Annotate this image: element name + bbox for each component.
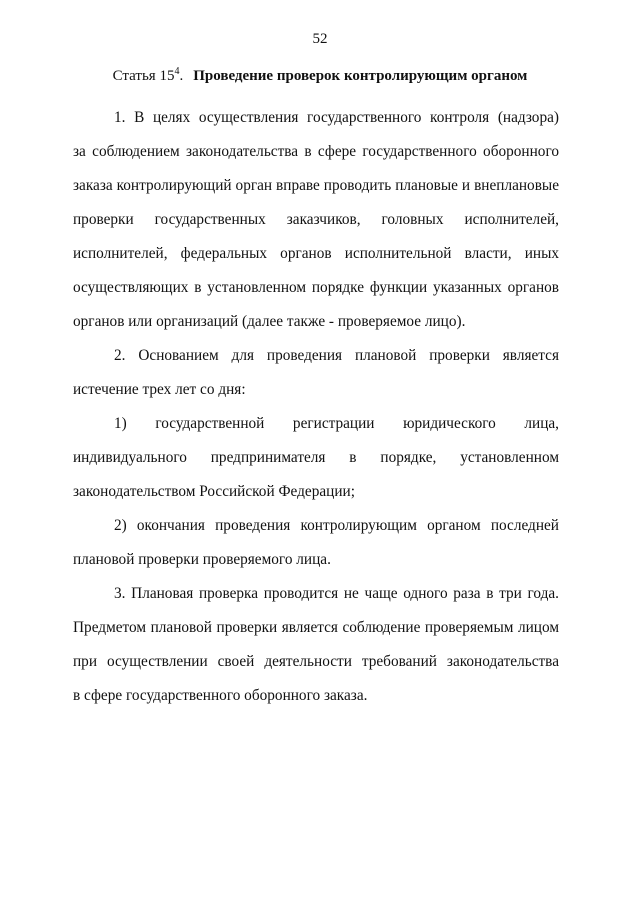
paragraph-2 — [73, 339, 559, 407]
article-heading — [0, 68, 640, 85]
text-line: органов или организаций (далее также - проверяемое лицо). — [73, 313, 466, 330]
article-superscript: 4 — [174, 66, 180, 77]
text-line: законодательством Российской Федерации; — [73, 483, 355, 500]
article-body — [73, 101, 559, 713]
text-line: исполнителей, федеральных органов исполнительной власти, иных — [73, 245, 559, 262]
text-line: заказа контролирующий орган вправе проводить плановые и внеплановые — [73, 177, 559, 194]
text-line: 1) государственной регистрации юридического лица, — [114, 415, 559, 432]
text-line: индивидуального предпринимателя в порядке, установленном — [73, 449, 559, 466]
paragraph-5 — [73, 577, 559, 713]
text-line: за соблюдением законодательства в сфере государственного оборонного — [73, 143, 559, 160]
page-number: 52 — [312, 31, 328, 47]
text-line: 3. Плановая проверка проводится не чаще одного раза в три года. — [114, 585, 559, 602]
text-line: 2. Основанием для проведения плановой проверки является — [114, 347, 559, 364]
text-line: в сфере государственного оборонного заказа. — [73, 687, 368, 704]
article-label: Статья $15^4$. — [112, 66, 184, 84]
paragraph-1 — [73, 101, 559, 339]
text-line: при осуществлении своей деятельности требований законодательства — [73, 653, 559, 670]
text-line: 2) окончания проведения контролирующим органом последней — [114, 517, 559, 534]
text-line: 1. В целях осуществления государственного контроля (надзора) — [114, 109, 559, 126]
article-title: Проведение проверок контролирующим органом — [193, 68, 528, 84]
text-line: Предметом плановой проверки является соблюдение проверяемым лицом — [73, 619, 559, 636]
text-line: истечение трех лет со дня: — [73, 381, 246, 398]
paragraph-3 — [73, 407, 559, 509]
paragraph-4 — [73, 509, 559, 577]
text-line: осуществляющих в установленном порядке функции указанных органов — [73, 279, 559, 296]
text-line: плановой проверки проверяемого лица. — [73, 551, 331, 568]
text-line: проверки государственных заказчиков, головных исполнителей, — [73, 211, 559, 228]
